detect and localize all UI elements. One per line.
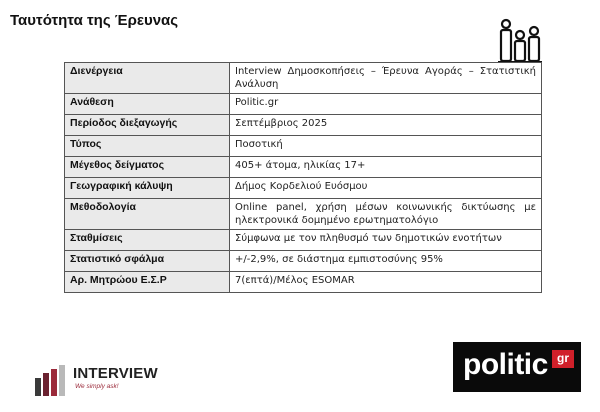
row-value: +/-2,9%, σε διάστημα εμπιστοσύνης 95% — [230, 251, 542, 272]
row-value: Online panel, χρήση μέσων κοινωνικής δικτύωσης με ηλεκτρονικά δομημένο ερωτηματολόγιο — [230, 199, 542, 230]
interview-logo — [33, 362, 173, 398]
table-row — [65, 272, 542, 293]
page-title: Ταυτότητα της Έρευνας — [10, 12, 179, 29]
row-value: Δήμος Κορδελιού Ευόσμου — [230, 178, 542, 199]
row-value: Σεπτέμβριος 2025 — [230, 115, 542, 136]
table-row — [65, 199, 542, 230]
row-label: Γεωγραφική κάλυψη — [65, 178, 230, 199]
row-label: Ανάθεση — [65, 94, 230, 115]
table-row — [65, 230, 542, 251]
row-label: Τύπος — [65, 136, 230, 157]
table-row — [65, 94, 542, 115]
interview-bars-icon — [33, 364, 71, 396]
people-chart-icon — [498, 18, 542, 64]
politic-logo-suffix: gr — [552, 350, 574, 368]
interview-logo-tagline: We simply ask! — [75, 383, 119, 390]
politic-logo-word: politic — [463, 348, 548, 381]
row-label: Περίοδος διεξαγωγής — [65, 115, 230, 136]
row-label: Μεθοδολογία — [65, 199, 230, 230]
row-label: Αρ. Μητρώου Ε.Σ.Ρ — [65, 272, 230, 293]
row-label: Στατιστικό σφάλμα — [65, 251, 230, 272]
politic-logo — [453, 342, 581, 392]
survey-identity-table — [64, 62, 542, 293]
table-row — [65, 251, 542, 272]
table-row — [65, 136, 542, 157]
row-value: 405+ άτομα, ηλικίας 17+ — [230, 157, 542, 178]
row-value: Interview Δημοσκοπήσεις – Έρευνα Αγοράς – Στατιστική Ανάλυση — [230, 63, 542, 94]
table-row — [65, 157, 542, 178]
table-row — [65, 63, 542, 94]
table-row — [65, 115, 542, 136]
row-value: Politic.gr — [230, 94, 542, 115]
interview-logo-name: INTERVIEW — [73, 365, 158, 382]
row-label: Μέγεθος δείγματος — [65, 157, 230, 178]
table-row — [65, 178, 542, 199]
row-value: Ποσοτική — [230, 136, 542, 157]
row-label: Διενέργεια — [65, 63, 230, 94]
row-label: Σταθμίσεις — [65, 230, 230, 251]
row-value: Σύμφωνα με τον πληθυσμό των δημοτικών ενοτήτων — [230, 230, 542, 251]
row-value: 7(επτά)/Μέλος ESOMAR — [230, 272, 542, 293]
